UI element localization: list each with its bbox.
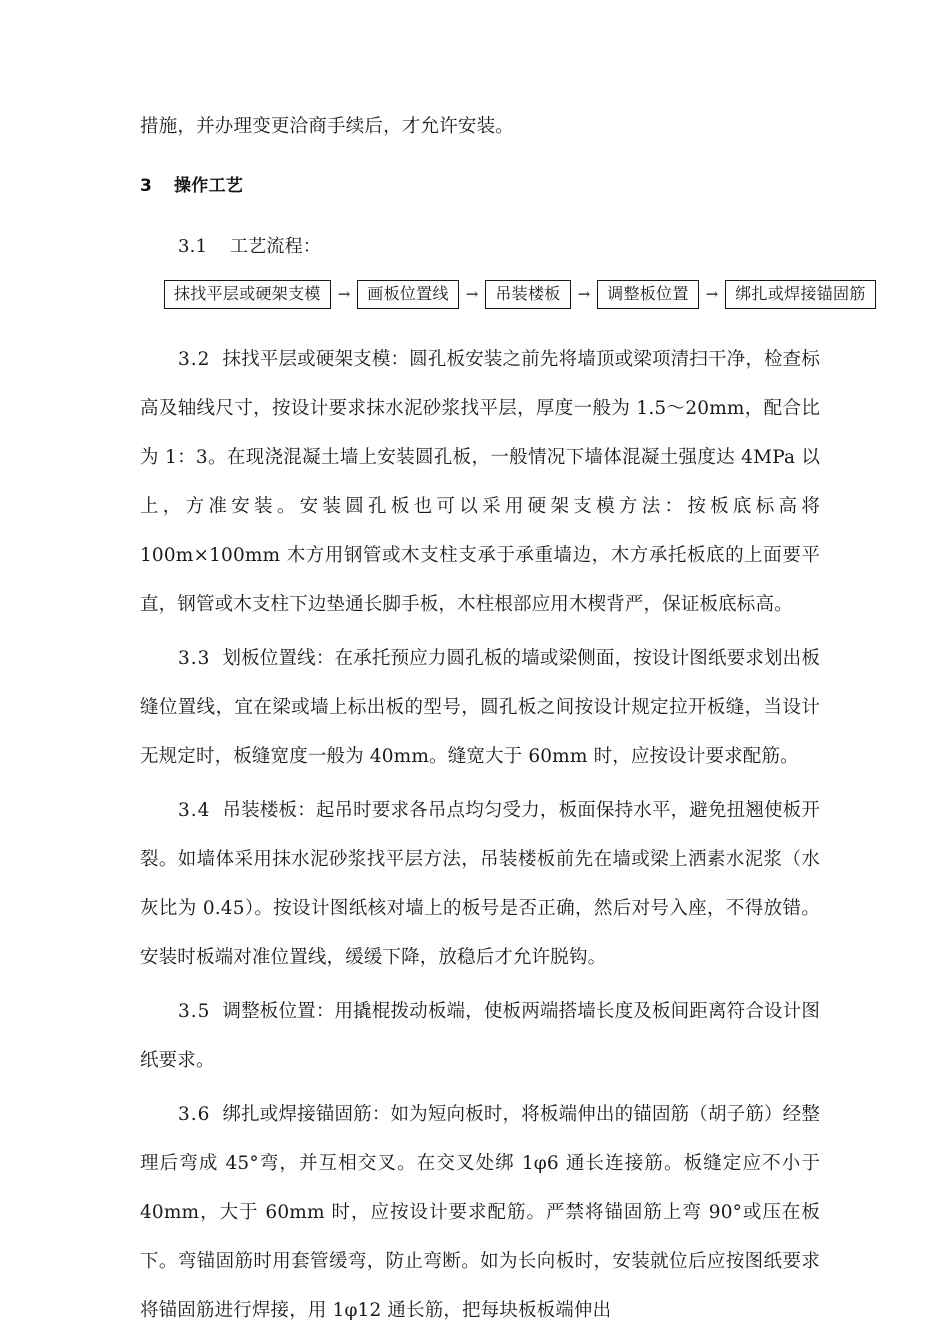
- paragraph-number: 3.4: [178, 799, 211, 821]
- process-flowchart: [140, 280, 866, 309]
- paragraph-text: 抹找平层或硬架支模：圆孔板安装之前先将墙顶或梁项清扫干净，检查标高及轴线尺寸，按设计要求抹水泥砂浆找平层，厚度一般为 1.5～20mm，配合比为 1：3。在现浇混凝土墙上安装圆孔板，一般情况下墙体混凝土强度达 4MPa 以上，方准安装。安装圆孔板也可以采用硬架支模方法：按板底标高将 100m×100mm 木方用钢管或木支柱支承于承重墙边，木方承托板底的上面要平直，钢管或木支柱下边垫通长脚手板，木柱根部应用木楔背严，保证板底标高。: [140, 348, 820, 615]
- paragraph-3-6: [140, 1090, 820, 1335]
- continuation-line: 措施，并办理变更洽商手续后，才允许安装。: [140, 116, 515, 137]
- flow-arrow-icon: →: [337, 284, 351, 303]
- subsection-number: 3.1: [178, 235, 208, 257]
- paragraph-text: 调整板位置：用撬棍拨动板端，使板两端搭墙长度及板间距离符合设计图纸要求。: [140, 1000, 820, 1071]
- flow-arrow-icon: →: [577, 284, 591, 303]
- paragraph-3-5: [140, 987, 820, 1085]
- paragraph-number: 3.5: [178, 1000, 211, 1022]
- paragraph-number: 3.2: [178, 348, 211, 370]
- section-title: 操作工艺: [174, 175, 244, 196]
- flow-box-4: 调整板位置: [597, 280, 699, 309]
- flow-box-3: 吊装楼板: [485, 280, 570, 309]
- paragraph-text: 绑扎或焊接锚固筋：如为短向板时，将板端伸出的锚固筋（胡子筋）经整理后弯成 45°弯，并互相交叉。在交叉处绑 1φ6 通长连接筋。板缝定应不小于 40mm，大于 60mm 时，应按设计要求配筋。严禁将锚固筋上弯 90°或压在板下。弯锚固筋时用套管缓弯，防止弯断。如为长向板时，安装就位后应按图纸要求将锚固筋进行焊接，用 1φ12 通长筋，把每块板板端伸出: [140, 1103, 820, 1321]
- paragraph-number: 3.6: [178, 1103, 211, 1125]
- flow-box-2: 画板位置线: [357, 280, 459, 309]
- subsection-heading-3-1: [140, 232, 820, 258]
- section-number: 3: [140, 175, 153, 196]
- page-content: [140, 0, 866, 1335]
- flow-box-1: 抹找平层或硬架支模: [164, 280, 331, 309]
- paragraph-3-4: [140, 786, 820, 982]
- flow-arrow-icon: →: [705, 284, 719, 303]
- flow-arrow-icon: →: [465, 284, 479, 303]
- subsection-title: 工艺流程：: [230, 235, 321, 257]
- paragraph-3-2: [140, 335, 820, 629]
- paragraph-text: 吊装楼板：起吊时要求各吊点均匀受力，板面保持水平，避免扭翘使板开裂。如墙体采用抹水泥砂浆找平层方法，吊装楼板前先在墙或梁上洒素水泥浆（水灰比为 0.45）。按设计图纸核对墙上的板号是否正确，然后对号入座，不得放错。安装时板端对准位置线，缓缓下降，放稳后才允许脱钩。: [140, 799, 820, 968]
- section-heading: [140, 171, 820, 196]
- flow-box-5: 绑扎或焊接锚固筋: [725, 280, 875, 309]
- paragraph-number: 3.3: [178, 647, 211, 669]
- paragraph-3-3: [140, 634, 820, 781]
- paragraph-text: 划板位置线：在承托预应力圆孔板的墙或梁侧面，按设计图纸要求划出板缝位置线，宜在梁或墙上标出板的型号，圆孔板之间按设计规定拉开板缝，当设计无规定时，板缝宽度一般为 40mm。缝宽大于 60mm 时，应按设计要求配筋。: [140, 647, 820, 767]
